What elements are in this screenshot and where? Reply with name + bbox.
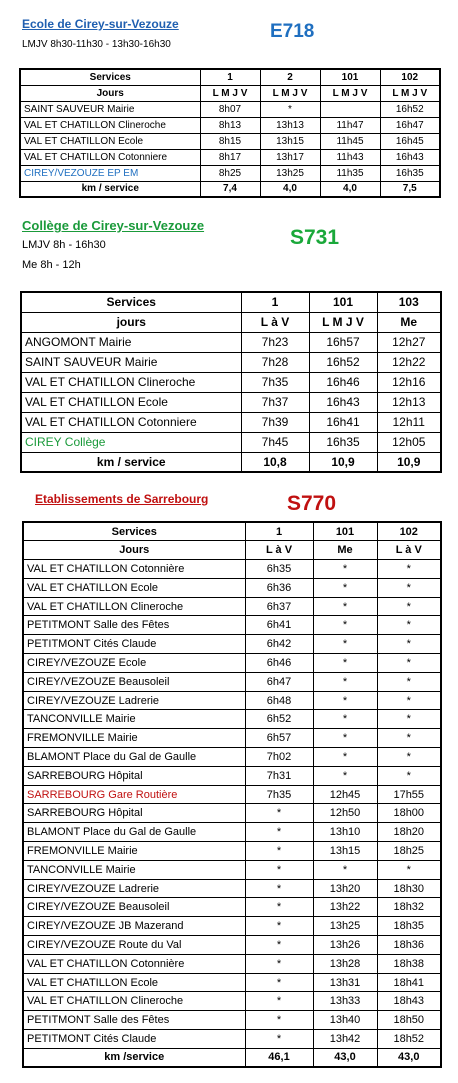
time-cell: * — [377, 766, 441, 785]
stop-name-cell: CIREY/VEZOUZE Ladrerie — [23, 879, 245, 898]
time-cell: * — [377, 710, 441, 729]
time-cell: L à V — [245, 541, 313, 560]
schedule-s731-line1: LMJV 8h - 16h30 — [22, 239, 106, 251]
time-cell: 103 — [377, 292, 441, 312]
time-cell: 7h28 — [241, 352, 309, 372]
time-cell: 16h43 — [380, 149, 440, 165]
stop-name-cell: ANGOMONT Mairie — [21, 332, 241, 352]
table-row — [23, 1030, 441, 1049]
stop-name-cell: VAL ET CHATILLON Clineroche — [21, 372, 241, 392]
time-cell: 18h32 — [377, 898, 441, 917]
time-cell: 18h50 — [377, 1011, 441, 1030]
time-cell: * — [377, 578, 441, 597]
time-cell: * — [245, 898, 313, 917]
time-cell: * — [377, 616, 441, 635]
stop-name-cell: CIREY Collège — [21, 432, 241, 452]
stop-name-cell: CIREY/VEZOUZE JB Mazerand — [23, 917, 245, 936]
time-cell: 43,0 — [377, 1048, 441, 1067]
time-cell: * — [313, 654, 377, 673]
table-row — [23, 860, 441, 879]
time-cell: 13h28 — [313, 954, 377, 973]
table-row — [23, 654, 441, 673]
time-cell: 18h38 — [377, 954, 441, 973]
time-cell: 7,5 — [380, 181, 440, 197]
stop-name-cell: SARREBOURG Hôpital — [23, 804, 245, 823]
time-cell: 7h45 — [241, 432, 309, 452]
stop-name-cell: TANCONVILLE Mairie — [23, 860, 245, 879]
time-cell: 12h05 — [377, 432, 441, 452]
time-cell: 7h02 — [245, 748, 313, 767]
time-cell: 12h27 — [377, 332, 441, 352]
table-row — [20, 149, 440, 165]
time-cell: 13h15 — [313, 842, 377, 861]
time-cell: * — [377, 654, 441, 673]
stop-name-cell: PETITMONT Salle des Fêtes — [23, 616, 245, 635]
stop-name-cell: SAINT SAUVEUR Mairie — [21, 352, 241, 372]
table-row — [23, 766, 441, 785]
time-cell: * — [245, 992, 313, 1011]
time-cell: * — [313, 748, 377, 767]
time-cell: 7,4 — [200, 181, 260, 197]
stop-name-cell: VAL ET CHATILLON Ecole — [21, 392, 241, 412]
stop-name-cell: BLAMONT Place du Gal de Gaulle — [23, 823, 245, 842]
time-cell: 13h10 — [313, 823, 377, 842]
table-row — [23, 973, 441, 992]
time-cell: 11h45 — [320, 133, 380, 149]
time-cell: 13h40 — [313, 1011, 377, 1030]
time-cell: 13h25 — [260, 165, 320, 181]
stop-name-cell: VAL ET CHATILLON Clineroche — [23, 597, 245, 616]
time-cell: 16h35 — [309, 432, 377, 452]
time-cell: 7h39 — [241, 412, 309, 432]
table-row — [20, 133, 440, 149]
stop-name-cell: SAINT SAUVEUR Mairie — [20, 101, 200, 117]
table-row — [23, 560, 441, 579]
time-cell: 16h43 — [309, 392, 377, 412]
stop-name-cell: SARREBOURG Gare Routière — [23, 785, 245, 804]
time-cell: * — [313, 766, 377, 785]
time-cell: 16h46 — [309, 372, 377, 392]
time-cell: * — [245, 973, 313, 992]
time-cell: 6h46 — [245, 654, 313, 673]
time-cell: 10,9 — [309, 452, 377, 472]
time-cell: * — [245, 1011, 313, 1030]
days-row — [21, 312, 441, 332]
time-cell: 18h43 — [377, 992, 441, 1011]
stop-name-cell: Jours — [20, 85, 200, 101]
time-cell: 18h30 — [377, 879, 441, 898]
time-cell: 6h36 — [245, 578, 313, 597]
stop-name-cell: PETITMONT Salle des Fêtes — [23, 1011, 245, 1030]
time-cell: 13h31 — [313, 973, 377, 992]
time-cell: 18h36 — [377, 936, 441, 955]
time-cell: 18h25 — [377, 842, 441, 861]
time-cell: * — [313, 578, 377, 597]
time-cell: * — [245, 860, 313, 879]
stop-name-cell: FREMONVILLE Mairie — [23, 842, 245, 861]
time-cell: * — [313, 616, 377, 635]
time-cell: 11h47 — [320, 117, 380, 133]
time-cell: * — [377, 560, 441, 579]
stop-name-cell: FREMONVILLE Mairie — [23, 729, 245, 748]
time-cell: 4,0 — [320, 181, 380, 197]
table-row — [23, 879, 441, 898]
time-cell: 16h52 — [309, 352, 377, 372]
time-cell: 16h35 — [380, 165, 440, 181]
time-cell: Me — [313, 541, 377, 560]
time-cell: 8h07 — [200, 101, 260, 117]
stop-name-cell: CIREY/VEZOUZE EP EM — [20, 165, 200, 181]
stop-name-cell: VAL ET CHATILLON Cotonniere — [21, 412, 241, 432]
time-cell: 12h11 — [377, 412, 441, 432]
time-cell: * — [377, 729, 441, 748]
schedule-e718: LMJV 8h30-11h30 - 13h30-16h30 — [22, 39, 171, 50]
timetable-s770 — [22, 521, 442, 1068]
time-cell: * — [377, 672, 441, 691]
stop-name-cell: BLAMONT Place du Gal de Gaulle — [23, 748, 245, 767]
header-row — [23, 522, 441, 541]
time-cell: 101 — [313, 522, 377, 541]
timetable-s731 — [20, 291, 442, 473]
time-cell: 101 — [309, 292, 377, 312]
header-row — [20, 69, 440, 85]
time-cell: 43,0 — [313, 1048, 377, 1067]
time-cell: * — [377, 597, 441, 616]
stop-name-cell: km / service — [20, 181, 200, 197]
table-row — [23, 635, 441, 654]
time-cell: 102 — [380, 69, 440, 85]
stop-name-cell: PETITMONT Cités Claude — [23, 635, 245, 654]
time-cell: L à V — [241, 312, 309, 332]
table-row — [23, 917, 441, 936]
time-cell: 7h35 — [245, 785, 313, 804]
table-row — [23, 729, 441, 748]
time-cell: L M J V — [260, 85, 320, 101]
time-cell: 12h13 — [377, 392, 441, 412]
table-row — [23, 691, 441, 710]
time-cell: Me — [377, 312, 441, 332]
time-cell: 11h43 — [320, 149, 380, 165]
time-cell: * — [245, 917, 313, 936]
time-cell: 13h22 — [313, 898, 377, 917]
time-cell: 4,0 — [260, 181, 320, 197]
stop-name-cell: SARREBOURG Hôpital — [23, 766, 245, 785]
service-code-s731: S731 — [290, 226, 340, 249]
stop-name-cell: Services — [21, 292, 241, 312]
time-cell: 12h22 — [377, 352, 441, 372]
table-row — [23, 898, 441, 917]
table-row — [20, 117, 440, 133]
time-cell: 18h52 — [377, 1030, 441, 1049]
service-code-e718: E718 — [270, 21, 315, 42]
time-cell: L à V — [377, 541, 441, 560]
time-cell: 12h45 — [313, 785, 377, 804]
time-cell: L M J V — [309, 312, 377, 332]
time-cell: * — [313, 691, 377, 710]
table-row — [23, 672, 441, 691]
table-row — [23, 597, 441, 616]
time-cell: 1 — [200, 69, 260, 85]
stop-name-cell: Jours — [23, 541, 245, 560]
time-cell: 102 — [377, 522, 441, 541]
time-cell: * — [313, 635, 377, 654]
time-cell: 18h35 — [377, 917, 441, 936]
table-row — [23, 578, 441, 597]
time-cell: 7h23 — [241, 332, 309, 352]
days-row — [20, 85, 440, 101]
time-cell: * — [377, 691, 441, 710]
time-cell: 8h17 — [200, 149, 260, 165]
time-cell: 10,9 — [377, 452, 441, 472]
time-cell: * — [313, 710, 377, 729]
table-row — [23, 823, 441, 842]
time-cell: 13h17 — [260, 149, 320, 165]
time-cell: 6h52 — [245, 710, 313, 729]
time-cell: 6h48 — [245, 691, 313, 710]
time-cell: * — [313, 560, 377, 579]
time-cell: * — [245, 842, 313, 861]
schedule-s731-line2: Me 8h - 12h — [22, 259, 81, 271]
time-cell: 13h33 — [313, 992, 377, 1011]
stop-name-cell: Services — [23, 522, 245, 541]
stop-name-cell: TANCONVILLE Mairie — [23, 710, 245, 729]
total-row — [20, 181, 440, 197]
stop-name-cell: VAL ET CHATILLON Clineroche — [20, 117, 200, 133]
stop-name-cell: km / service — [21, 452, 241, 472]
time-cell: 18h20 — [377, 823, 441, 842]
time-cell: 13h20 — [313, 879, 377, 898]
stop-name-cell: CIREY/VEZOUZE Route du Val — [23, 936, 245, 955]
time-cell: 1 — [245, 522, 313, 541]
table-row — [23, 936, 441, 955]
time-cell: * — [245, 954, 313, 973]
time-cell: 1 — [241, 292, 309, 312]
stop-name-cell: CIREY/VEZOUZE Beausoleil — [23, 672, 245, 691]
table-row — [23, 804, 441, 823]
time-cell: 13h15 — [260, 133, 320, 149]
time-cell: * — [245, 804, 313, 823]
table-row — [23, 954, 441, 973]
time-cell: * — [260, 101, 320, 117]
table-row — [23, 710, 441, 729]
stop-name-cell: VAL ET CHATILLON Cotonniere — [20, 149, 200, 165]
stop-name-cell: VAL ET CHATILLON Cotonnière — [23, 954, 245, 973]
time-cell: 101 — [320, 69, 380, 85]
stop-name-cell: VAL ET CHATILLON Ecole — [20, 133, 200, 149]
table-row — [21, 412, 441, 432]
time-cell: 6h35 — [245, 560, 313, 579]
time-cell: 16h52 — [380, 101, 440, 117]
time-cell: 8h13 — [200, 117, 260, 133]
time-cell: * — [377, 748, 441, 767]
stop-name-cell: VAL ET CHATILLON Clineroche — [23, 992, 245, 1011]
stop-name-cell: PETITMONT Cités Claude — [23, 1030, 245, 1049]
total-row — [23, 1048, 441, 1067]
time-cell: 16h47 — [380, 117, 440, 133]
time-cell: * — [245, 936, 313, 955]
time-cell: * — [245, 823, 313, 842]
stop-name-cell: CIREY/VEZOUZE Ecole — [23, 654, 245, 673]
table-row — [21, 372, 441, 392]
time-cell: 8h25 — [200, 165, 260, 181]
section-title-e718: Ecole de Cirey-sur-Vezouze — [22, 17, 179, 31]
section-title-s770: Etablissements de Sarrebourg — [35, 492, 209, 506]
time-cell: 8h15 — [200, 133, 260, 149]
stop-name-cell: CIREY/VEZOUZE Ladrerie — [23, 691, 245, 710]
time-cell: 17h55 — [377, 785, 441, 804]
total-row — [21, 452, 441, 472]
time-cell: 10,8 — [241, 452, 309, 472]
time-cell: * — [313, 597, 377, 616]
stop-name-cell: VAL ET CHATILLON Ecole — [23, 973, 245, 992]
service-code-s770: S770 — [287, 492, 337, 515]
time-cell: * — [313, 860, 377, 879]
time-cell: 7h37 — [241, 392, 309, 412]
time-cell: 13h42 — [313, 1030, 377, 1049]
header-row — [21, 292, 441, 312]
table-row — [23, 748, 441, 767]
time-cell: 13h13 — [260, 117, 320, 133]
time-cell: 6h37 — [245, 597, 313, 616]
time-cell: * — [245, 1030, 313, 1049]
time-cell: 46,1 — [245, 1048, 313, 1067]
days-row — [23, 541, 441, 560]
time-cell: 16h45 — [380, 133, 440, 149]
stop-name-cell: Services — [20, 69, 200, 85]
time-cell: 11h35 — [320, 165, 380, 181]
time-cell: * — [313, 672, 377, 691]
table-row — [23, 616, 441, 635]
time-cell: 6h42 — [245, 635, 313, 654]
table-row — [23, 1011, 441, 1030]
time-cell: 7h31 — [245, 766, 313, 785]
stop-name-cell: km /service — [23, 1048, 245, 1067]
time-cell: * — [377, 635, 441, 654]
table-row — [23, 785, 441, 804]
stop-name-cell: VAL ET CHATILLON Ecole — [23, 578, 245, 597]
time-cell: 12h50 — [313, 804, 377, 823]
time-cell: 13h26 — [313, 936, 377, 955]
table-row — [21, 392, 441, 412]
timetable-e718 — [19, 68, 441, 198]
table-row — [21, 332, 441, 352]
time-cell: 7h35 — [241, 372, 309, 392]
time-cell: L M J V — [200, 85, 260, 101]
time-cell: 18h41 — [377, 973, 441, 992]
time-cell: 16h41 — [309, 412, 377, 432]
time-cell: 13h25 — [313, 917, 377, 936]
stop-name-cell: CIREY/VEZOUZE Beausoleil — [23, 898, 245, 917]
time-cell: 6h57 — [245, 729, 313, 748]
time-cell: L M J V — [320, 85, 380, 101]
table-row — [23, 842, 441, 861]
time-cell: * — [377, 860, 441, 879]
table-row — [21, 352, 441, 372]
time-cell: 12h16 — [377, 372, 441, 392]
time-cell: L M J V — [380, 85, 440, 101]
time-cell: * — [313, 729, 377, 748]
time-cell: 6h47 — [245, 672, 313, 691]
time-cell: 2 — [260, 69, 320, 85]
table-row — [21, 432, 441, 452]
time-cell — [320, 101, 380, 117]
table-row — [20, 101, 440, 117]
stop-name-cell: jours — [21, 312, 241, 332]
time-cell: * — [245, 879, 313, 898]
time-cell: 18h00 — [377, 804, 441, 823]
table-row — [20, 165, 440, 181]
stop-name-cell: VAL ET CHATILLON Cotonnière — [23, 560, 245, 579]
section-title-s731: Collège de Cirey-sur-Vezouze — [22, 218, 205, 233]
time-cell: 6h41 — [245, 616, 313, 635]
time-cell: 16h57 — [309, 332, 377, 352]
table-row — [23, 992, 441, 1011]
